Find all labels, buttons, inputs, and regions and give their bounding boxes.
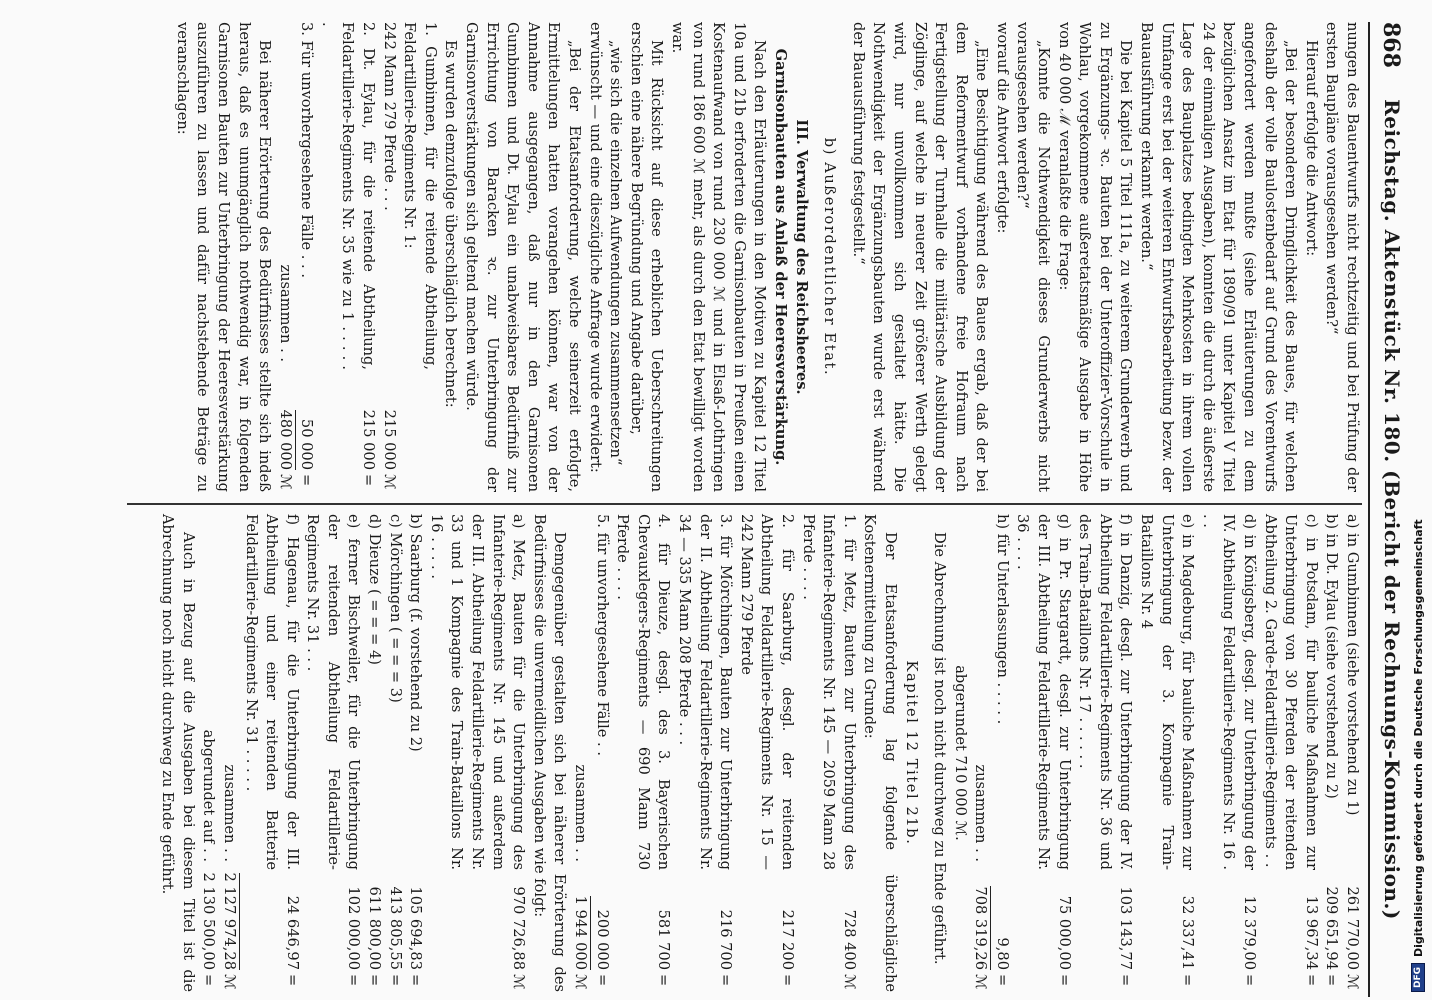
cost-item-label: a) Metz, Bauten für die Unterbringung des Infanterie-Regiments Nr. 145 und außerdem der III. Abtheilung Feldartillerie-Regiments Nr. 33 und 1 Kompagnie des Train-Bataillons Nr. 16 . . . . .: [427, 514, 528, 870]
cost-item-unit: =: [993, 974, 1011, 987]
cost-list: [240, 514, 528, 992]
cost-item-unit: =: [407, 974, 425, 987]
section-subheading: Garnisonbauten aus Anlaß der Heeresverstärkung.: [771, 48, 789, 466]
sum-row: [218, 514, 240, 992]
quote-paragraph: „Konnte die Nothwendigkeit dieses Grunderwerbs nicht vorausgesehen werden?“: [1014, 22, 1053, 492]
quote-paragraph: „Bei der besonderen Dringlichkeit des Baues, für welchen deshalb der volle Baulostenbedarf auf Grund des Vorentwurfs angefordert werden mußte (siehe Erläuterungen zu dem bezüglichen Ansatz im Etat für 1890/91 unter Kapitel V Titel 24 der einmaligen Ausgaben), konnten die durch die äußerste Lage des Bauplatzes bedingten Mehrkosten in ihrem vollen Umfange erst bei der weiteren Entwurfsbearbeitung bezw. der Bauausführung erkannt werden.“: [1138, 22, 1300, 492]
sum-row: [569, 514, 591, 992]
cost-item-label: 2. für Saarburg, desgl. der reitenden Abtheilung Feldartillerie-Regiments Nr. 15 — 242 Mann 279 Pferde: [737, 514, 796, 870]
cost-item-label: 1. für Metz, Bauten zur Unterbringung des Infanterie-Regiments Nr. 145 — 2059 Mann 28 Pferde . . . .: [799, 514, 858, 870]
cost-item-unit: =: [593, 974, 611, 987]
cost-item: [797, 514, 859, 992]
cost-list: [591, 514, 859, 992]
cost-list: [991, 514, 1362, 992]
cost-item-label: a) in Gumbinnen (siehe vorstehend zu 1): [1344, 514, 1361, 816]
cost-item-amount: 13 967,34: [1302, 895, 1320, 970]
paragraph: worauf die Antwort erfolgte:: [993, 22, 1011, 234]
cost-item: [302, 514, 364, 992]
cost-item-unit: ℳ: [510, 974, 528, 990]
cost-item-amount: 728 400: [840, 909, 858, 970]
cost-item-amount: 216 700: [717, 909, 735, 970]
cost-item: [1074, 514, 1136, 992]
cost-list: [296, 22, 440, 492]
paragraph: Die Abrechnung ist noch nicht durchweg zu Ende geführt.: [931, 532, 949, 965]
cost-item-label: c) Mörchingen ( = = = 3): [386, 514, 404, 703]
column-divider: [127, 503, 1362, 505]
cost-item: [378, 22, 399, 492]
cost-item-label: c) in Potsdam, für bauliche Maßnahmen zur Unterbringung von 30 Pferden der reitenden Abtheilung 2. Garde-Feldartillerie-Regiments . .: [1261, 514, 1320, 870]
dfg-logo: DFG: [1411, 963, 1425, 992]
paragraph: Die bei Kapitel 5 Titel 111a, zu weiterem Grunderwerb und zu Ergänzungs- ꝛc. Bauten bei der Unteroffizier-Vorschule in Wohlau, vorgekommene außeretatsmäßige Ausgabe in Höhe von 40 000 ℳ veranlaßte die Frage:: [1055, 22, 1135, 492]
quote-paragraph: „Bei der Etatsanforderung, welche seinerzeit erfolgte, Ermittelungen hatten vorangehen können, war von der Annahme ausgegangen, daß nur in den Garnisonen Gumbinnen und Dt. Eylau ein unabweisbares Bedürfniß zur Errichtung von Baracken ꝛc. zur Unterbringung der Garnisonverstärkungen sich geltend machen würde.: [463, 22, 584, 492]
cost-item-amount: 581 700: [655, 909, 673, 970]
cost-item: [1341, 514, 1362, 992]
page-content: [108, 22, 1408, 997]
rounded-total: abgerundet 710 000 ℳ.: [951, 665, 969, 841]
paragraph: Nach den Erläuterungen in den Motiven zu Kapitel 12 Titel 10a und 21b erforderten die Garnisonbauten in Preußen einen Kostenaufwand von rund 230 000 ℳ und in Elsaß-Lothringen von rund 186 600 ℳ mehr, als durch den Etat bewilligt worden war.: [669, 22, 769, 492]
cost-item: [399, 22, 440, 492]
cost-item-amount: 103 143,77: [1117, 886, 1135, 970]
paragraph: Mit Rücksicht auf diese erheblichen Ueberschreitungen erschien eine nähere Begründung und Angabe darüber,: [627, 22, 666, 492]
cost-item-unit: ℳ: [1344, 974, 1361, 990]
cost-item-amount: 413 805,55: [386, 886, 404, 970]
cost-item-unit: =: [717, 974, 735, 987]
sum-amount: 1 944 000: [569, 896, 591, 970]
sum-unit: ℳ: [972, 974, 990, 990]
cost-item: [296, 22, 317, 492]
credit-text: Digitalisierung gefördert durch die Deutsche Forschungsgemeinschaft: [1411, 519, 1425, 957]
cost-item: [316, 22, 378, 492]
cost-item-unit: =: [1241, 974, 1259, 987]
sum-row: [274, 22, 296, 492]
cost-item-unit: =: [1117, 974, 1135, 987]
cost-item-amount: 75 000,00: [1055, 895, 1073, 970]
cost-item-label: 242 Mann 279 Pferde . . .: [380, 22, 398, 211]
sum-row: [970, 514, 992, 992]
rounded-amount: 2 130 500,00: [200, 872, 218, 970]
quote-paragraph: „Eine Besichtigung während des Baues ergab, daß der bei dem Reformentwurf vorhandene freie Hofraum nach Fertigstellung der Turnhalle die militärische Ausbildung der Zöglinge, auf welche in neuerer Zeit größerer Werth gelegt wird, nur unvollkommen sich gestaltet hätte. Die Nothwendigkeit der Ergänzungsbauten wurde erst während der Bauausführung festgestellt.“: [849, 22, 991, 492]
left-column: [171, 22, 1362, 492]
cost-item-amount: 12 379,00: [1241, 895, 1259, 970]
cost-item: [1012, 514, 1074, 992]
sum-label: zusammen . .: [220, 764, 238, 862]
cost-item-label: 3. für Mörchingen, Bauten zur Unterbringung der II. Abtheilung Feldartillerie-Regiments Nr. 34 — 335 Mann 208 Pferde . . .: [676, 514, 735, 870]
cost-item-label: g) in Pr. Stargardt, desgl. zur Unterbringung der III. Abtheilung Feldartillerie-Regiments Nr. 36 . . . .: [1014, 514, 1073, 870]
sum-label: zusammen . .: [572, 764, 590, 862]
cost-item-unit: =: [1179, 974, 1197, 987]
cost-item-unit: =: [1055, 974, 1073, 987]
sum-label: zusammen . .: [276, 264, 294, 362]
rounded-row: [198, 514, 219, 992]
cost-item: [591, 514, 612, 992]
rounded-label: abgerundet auf . .: [200, 729, 218, 862]
cost-item: [735, 514, 797, 992]
cost-item-unit: =: [1323, 974, 1341, 987]
cost-item-unit: =: [366, 974, 384, 987]
cost-item-unit: ℳ: [380, 474, 398, 490]
cost-item-label: e) in Magdeburg, für bauliche Maßnahmen zur Unterbringung der 3. Kompagnie Train-Bataillons Nr. 4: [1138, 514, 1197, 870]
cost-item-amount: 970 726,88: [510, 886, 528, 970]
cost-item: [425, 514, 528, 992]
cost-item: [1259, 514, 1321, 992]
cost-item: [405, 514, 426, 992]
cost-item-amount: 50 000: [298, 418, 316, 470]
cost-item-amount: 217 200: [778, 909, 796, 970]
cost-item-label: h) für Unterlassungen . . . . .: [993, 514, 1011, 725]
cost-item-unit: =: [283, 974, 301, 987]
cost-item-label: e) ferner Bischweiler, für die Unterbringung der reitenden Abtheilung Feldartillerie-Regiments Nr. 31 . . .: [304, 514, 363, 870]
cost-item-amount: 24 646,97: [283, 895, 301, 970]
cost-item-amount: 200 000: [593, 909, 611, 970]
sum-label: zusammen . .: [972, 764, 990, 862]
paragraph: Demgegenüber gestalten sich bei näherer Erörterung des Bedürfnisses die unvermeidlichen Ausgaben wie folgt:: [530, 514, 569, 992]
paragraph: nungen des Bauentwurfs nicht rechtzeitig und bei Prüfung der ersten Baupläne vorausgesehen werden?“: [1323, 22, 1361, 492]
cost-item-unit: =: [655, 974, 673, 987]
cost-item: [991, 514, 1012, 992]
page-number: 868: [1378, 22, 1404, 68]
cost-item: [673, 514, 735, 992]
cost-item: [1135, 514, 1197, 992]
section-heading: Kapitel 12 Titel 21b.: [902, 660, 920, 846]
cost-item-amount: 261 770,00: [1344, 886, 1361, 970]
cost-item-label: 1. Gumbinnen, für die reitende Abtheilung, Feldartillerie-Regiments Nr. 1:: [401, 22, 439, 370]
cost-item-label: f) in Danzig, desgl. zur Unterbringung der IV. Abtheilung Feldartillerie-Regiments Nr. 36 und des Train-Bataillons Nr. 17 . . . . . .: [1076, 514, 1135, 870]
cost-item-amount: 215 000: [360, 409, 378, 470]
sum-amount: 708 319,26: [970, 886, 992, 970]
cost-item: [612, 514, 674, 992]
cost-item-unit: =: [386, 974, 404, 987]
cost-item-label: d) Dieuze ( = = = 4): [366, 514, 384, 665]
cost-item-label: d) in Königsberg, desgl. zur Unterbringung der IV. Abtheilung Feldartillerie-Regiments Nr. 16 . . .: [1199, 514, 1259, 870]
running-header: [1374, 22, 1408, 997]
sum-unit: ℳ: [572, 974, 590, 990]
paragraph: erwünscht — und eine dieszügliche Anfrage wurde erwidert:: [586, 22, 604, 473]
sum-unit: ℳ: [220, 974, 238, 990]
header-rule: [1368, 22, 1370, 997]
cost-item: [240, 514, 302, 992]
section-heading: III. Verwaltung des Reichsheeres.: [792, 119, 810, 395]
cost-item-label: f) Hagenau, für die Unterbringung der III. Abtheilung und einer reitenden Batterie Feldartillerie-Regiments Nr. 31 . . . . .: [242, 514, 301, 870]
digitization-credit: [1406, 0, 1430, 1000]
cost-item-label: 5. für unvorhergesehene Fälle . .: [593, 514, 611, 756]
paragraph: Auch in Bezug auf die Ausgaben bei diesem Titel ist die Abrechnung noch nicht durchweg zu Ende geführt.: [159, 514, 197, 992]
paragraph: Der Etatsanforderung lag folgende überschlägliche Kostenermittelung zu Grunde:: [861, 514, 899, 992]
paragraph: Hierauf erfolgte die Antwort:: [1302, 40, 1320, 257]
cost-item-label: 3. Für unvorhergesehene Fälle . . .: [298, 22, 316, 278]
cost-item-amount: 102 000,00: [345, 886, 363, 970]
cost-item: [384, 514, 405, 992]
paragraph: Es wurden demzufolge überschläglich berechnet:: [442, 40, 460, 408]
paragraph: Bei näherer Erörterung des Bedürfnisses stellte sich indeß heraus, daß es unumgänglich nothwendig war, in folgenden Garnisonen Bauten zur Unterbringung der Heeresverstärkung auszuführen zu lassen und dafür nachstehende Beträge zu veranschlagen:: [173, 22, 274, 492]
cost-item-amount: 32 337,41: [1179, 895, 1197, 970]
sum-amount: 480 000: [274, 410, 296, 470]
cost-item-label: 2. Dt. Eylau, für die reitende Abtheilung, Feldartillerie-Regiments Nr. 35 wie zu 1 . . . . . .: [318, 22, 378, 370]
cost-item-unit: ℳ: [840, 974, 858, 990]
rounded-unit: =: [200, 974, 218, 987]
cost-item-unit: =: [1302, 974, 1320, 987]
cost-item: [1197, 514, 1259, 992]
cost-item-label: b) in Dt. Eylau (siehe vorstehend zu 2): [1323, 514, 1341, 799]
cost-item-unit: =: [298, 474, 316, 487]
page-title: Reichstag. Aktenstück Nr. 180. (Bericht der Rechnungs-Kommission.): [1380, 99, 1404, 920]
cost-item-unit: =: [360, 474, 378, 487]
cost-item-amount: 9,80: [993, 937, 1011, 970]
cost-item-amount: 105 694,83: [407, 886, 425, 970]
sum-amount: 2 127 974,28: [218, 873, 240, 970]
cost-item-amount: 611 800,00: [366, 886, 384, 970]
cost-item-label: 4. für Dieuze, desgl. des 3. Bayerischen Chevauxlegers-Regiments — 690 Mann 730 Pferde . . . .: [614, 514, 673, 870]
cost-item-amount: 209 651,94: [1323, 886, 1341, 970]
quote-paragraph: „wie sich die einzelnen Aufwendungen zusammensetzen“: [607, 40, 625, 466]
cost-item-label: b) Saarburg (f. vorstehend zu 2): [407, 514, 425, 752]
cost-item-unit: =: [345, 974, 363, 987]
cost-item-amount: 215 000: [380, 409, 398, 470]
cost-item: [364, 514, 385, 992]
sum-unit: ℳ: [276, 474, 294, 490]
cost-item-unit: =: [778, 974, 796, 987]
right-column: [157, 514, 1362, 992]
cost-item: [1321, 514, 1342, 992]
section-heading: b) Außerordentlicher Etat.: [821, 137, 839, 377]
